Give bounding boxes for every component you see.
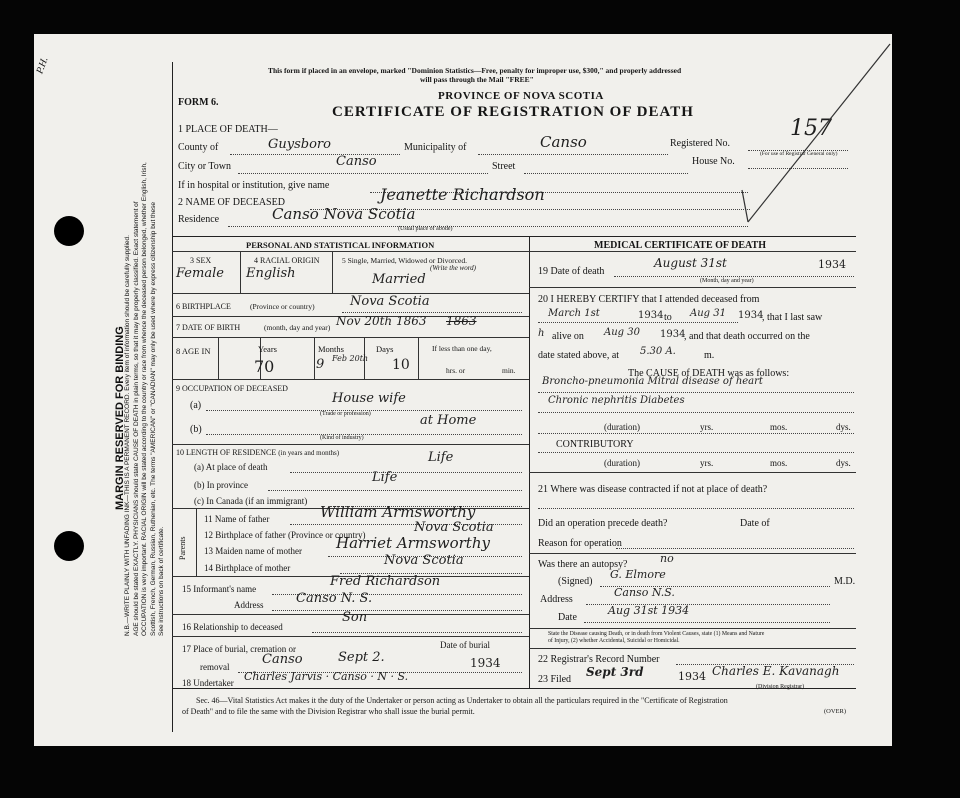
hospital-label: If in hospital or institution, give name <box>178 180 330 191</box>
residence-label: Residence <box>178 214 220 225</box>
cause-label: The CAUSE of DEATH was as follows: <box>628 368 790 379</box>
reason-label: Reason for operation <box>538 538 622 549</box>
burial-date-value: Sept 2. <box>338 650 385 665</box>
occupation-b-label: (b) <box>190 424 202 435</box>
racial-label: 4 RACIAL ORIGIN <box>254 256 320 265</box>
punch-hole-top <box>54 216 84 246</box>
industry-note: (Kind of industry) <box>320 435 364 441</box>
operation-label: Did an operation precede death? <box>538 518 668 529</box>
marital-label: 5 Single, Married, Widowed or Divorced. <box>342 256 467 265</box>
duration-line-1 <box>538 433 854 434</box>
mos-label-2: mos. <box>770 458 788 468</box>
days-label: Days <box>376 344 394 354</box>
residence-line <box>228 226 748 227</box>
attended-from-year: 1934 <box>638 310 664 321</box>
last-saw-text: , that I last saw <box>762 312 823 323</box>
margin-binding-label: MARGIN RESERVED FOR BINDING <box>114 326 126 510</box>
dob-label: 7 DATE OF BIRTH <box>176 323 241 332</box>
relationship-value: Son <box>342 610 368 625</box>
cause-line-1 <box>538 392 854 393</box>
mos-label-1: mos. <box>770 422 788 432</box>
registrar-checkmark <box>740 40 900 230</box>
signed-label: (Signed) <box>558 576 593 587</box>
res-a-value: Life <box>428 450 454 465</box>
age-months-value: 9 <box>316 357 325 372</box>
death-date-label: 19 Date of death <box>538 266 605 277</box>
death-date-note: (Month, day and year) <box>700 278 754 284</box>
burial-place-value: Canso <box>262 652 303 667</box>
res-a-line <box>290 472 522 473</box>
q21-line <box>538 508 854 509</box>
father-value: William Armsworthy <box>320 503 476 521</box>
stated-text: date stated above, at <box>538 350 620 361</box>
column-divider <box>529 236 530 688</box>
footer-line-2: of Death" and to file the same with the Division Registrar who shall issue the burial permit. <box>182 707 475 716</box>
informant-address-label: Address <box>234 600 264 610</box>
informant-value: Fred Richardson <box>330 574 441 589</box>
birthplace-value: Nova Scotia <box>350 294 430 309</box>
contributory-label: CONTRIBUTORY <box>556 439 634 450</box>
registrar-signature: Charles E. Kavanagh <box>712 664 840 678</box>
md-label: M.D. <box>834 576 856 587</box>
burial-label-2: removal <box>200 662 230 672</box>
race-divider <box>332 251 333 293</box>
physician-date-line <box>584 622 830 623</box>
punch-hole-bottom <box>54 531 84 561</box>
age-divider-2 <box>314 337 315 379</box>
mother-label: 13 Maiden name of mother <box>204 546 302 556</box>
name-value: Jeanette Richardson <box>380 185 545 204</box>
medical-heading: MEDICAL CERTIFICATE OF DEATH <box>594 240 766 251</box>
mail-notice-line1: This form if placed in an envelope, marked "Dominion Statistics—Free, penalty for improper use, $300," and properly addressed <box>268 66 682 75</box>
registered-label: Registered No. <box>670 138 730 149</box>
filed-year-value: 1934 <box>678 670 706 683</box>
autopsy-label: Was there an autopsy? <box>538 559 628 570</box>
father-bp-label: 12 Birthplace of father (Province or country) <box>204 530 366 540</box>
cause-line-2 <box>538 412 854 413</box>
dys-label-2: dys. <box>836 458 851 468</box>
attended-from-line <box>538 322 738 323</box>
industry-line <box>206 434 522 435</box>
age-label: 8 AGE IN <box>176 346 211 356</box>
city-label: City or Town <box>178 161 232 172</box>
death-date-value: August 31st <box>654 256 727 270</box>
relationship-line <box>312 632 522 633</box>
sex-value: Female <box>176 266 224 281</box>
less-than-day-label: If less than one day, <box>432 344 492 353</box>
birthplace-label: 6 BIRTHPLACE <box>176 302 231 311</box>
alive-year-value: 1934 <box>660 329 686 340</box>
frame-bottom-rule <box>172 688 856 689</box>
sex-divider <box>240 251 241 293</box>
medical-heading-rule <box>529 251 856 252</box>
row-rule-5 <box>172 444 529 445</box>
personal-heading-rule <box>172 251 529 252</box>
occupation-a-label: (a) <box>190 400 202 411</box>
yrs-label-2: yrs. <box>700 458 714 468</box>
dob-value: Nov 20th 1863 <box>336 314 427 328</box>
certificate-title: CERTIFICATE OF REGISTRATION OF DEATH <box>332 104 694 120</box>
corner-note: P.H. <box>34 55 51 76</box>
age-divider-0 <box>218 337 219 379</box>
physician-date-label: Date <box>558 612 577 623</box>
marital-note: (Write the word) <box>430 264 477 272</box>
row-rule-9 <box>172 636 529 637</box>
age-days-value: 10 <box>392 357 410 373</box>
duration-label-1: (duration) <box>604 422 640 432</box>
street-line <box>524 173 688 174</box>
death-time-value: 5.30 A. <box>640 346 676 357</box>
death-date-line <box>614 276 854 277</box>
residence-note: (Usual place of abode) <box>398 226 453 232</box>
physician-date-value: Aug 31st 1934 <box>608 604 690 617</box>
mother-bp-label: 14 Birthplace of mother <box>204 563 291 573</box>
margin-instructions: N.B.—WRITE PLAINLY WITH UNFADING INK—THIS IS A PERMANENT RECORD. Every item of information should be carefully supplied. AGE should be stated EXACTLY. PHYSICIANS should state CAUSE OF DEATH in plain terms, so that it may be properly classified. Exact statement of OCCUPATION is very important. RACIAL ORIGIN will be stated according to the country or race from whence the deceased person belonged, whether English, Irish, Scottish, French, German, Russian, Ruthenian, etc. The terms "AMERICAN" or "CANADIAN" may only be used where by express citizenship but these See instructions on back of certificate. <box>124 162 166 636</box>
state-note-2: of Injury, (2) whether Accidental, Suicidal or Homicidal. <box>548 638 680 644</box>
footer-line-1: Sec. 46—Vital Statistics Act makes it the duty of the Undertaker or person acting as Undertaker to obtain all the particulars required in the "Certificate of Registration <box>196 696 728 705</box>
municipality-line <box>478 154 668 155</box>
trade-note: (Trade or profession) <box>320 411 371 417</box>
reason-line <box>616 548 854 549</box>
row-rule-4 <box>172 379 529 380</box>
physician-address-value: Canso N.S. <box>614 586 675 599</box>
dob-note: (month, day and year) <box>264 323 331 332</box>
state-note-1: State the Disease causing Death, or in death from Violent Causes, state (1) Means and Nature <box>548 631 765 637</box>
physician-address-label: Address <box>540 594 573 605</box>
res-b-label: (b) In province <box>194 480 248 490</box>
m-label: m. <box>704 350 715 361</box>
cause-2-value: Chronic nephritis Diabetes <box>548 395 685 406</box>
undertaker-label: 18 Undertaker <box>182 678 234 688</box>
dys-label-1: dys. <box>836 422 851 432</box>
medical-rule-3 <box>529 553 856 554</box>
occupation-heading: 9 OCCUPATION OF DECEASED <box>176 384 288 393</box>
age-divider-4 <box>418 337 419 379</box>
row-rule-3 <box>172 337 529 338</box>
father-label: 11 Name of father <box>204 514 270 524</box>
sex-label: 3 SEX <box>190 256 212 265</box>
alive-prefix: h <box>538 328 545 339</box>
cause-1-value: Broncho-pneumonia Mitral disease of heart <box>542 376 763 387</box>
contributory-line <box>538 452 854 453</box>
registered-value: 157 <box>790 116 832 141</box>
hrs-label: hrs. or <box>446 366 466 375</box>
footer-over: (OVER) <box>824 708 847 715</box>
county-label: County of <box>178 142 219 153</box>
parents-side-label: Parents <box>178 536 187 560</box>
birthplace-line <box>342 312 522 313</box>
autopsy-value: no <box>660 552 674 565</box>
attended-to-year: 1934 <box>738 310 764 321</box>
filed-label: 23 Filed <box>538 674 572 685</box>
res-b-value: Life <box>372 470 398 485</box>
occurred-text: , and that death occurred on the <box>684 331 810 342</box>
medical-rule-2 <box>529 472 856 473</box>
years-label: Years <box>258 344 277 354</box>
informant-label: 15 Informant's name <box>182 584 257 594</box>
registered-note: (For use of Registrar General only) <box>760 151 838 157</box>
alive-date-value: Aug 30 <box>604 327 640 338</box>
filed-date-value: Sept 3rd <box>586 665 644 679</box>
age-months-note: Feb 20th <box>332 354 369 363</box>
dob-struck-year: 1863 <box>446 314 477 328</box>
res-b-line <box>268 490 522 491</box>
frame-top-rule <box>172 236 856 237</box>
informant-address-value: Canso N. S. <box>296 591 373 606</box>
municipality-value: Canso <box>540 133 587 151</box>
form-left-border <box>172 62 173 732</box>
burial-date-label: Date of burial <box>440 640 490 650</box>
months-label: Months <box>318 344 344 354</box>
to-label: to <box>664 312 672 323</box>
municipality-label: Municipality of <box>404 142 467 153</box>
street-label: Street <box>492 161 516 172</box>
attended-to-value: Aug 31 <box>690 308 726 319</box>
industry-value: at Home <box>420 413 477 428</box>
house-label: House No. <box>692 156 735 167</box>
personal-heading: PERSONAL AND STATISTICAL INFORMATION <box>246 240 435 250</box>
medical-rule-5 <box>529 648 856 649</box>
city-value: Canso <box>336 154 377 169</box>
medical-rule-1 <box>529 287 856 288</box>
birthplace-note: (Province or country) <box>250 302 315 311</box>
operation-date-label: Date of <box>740 518 770 529</box>
yrs-label-1: yrs. <box>700 422 714 432</box>
residence-length-heading: 10 LENGTH OF RESIDENCE (in years and months) <box>176 448 340 457</box>
undertaker-value: Charles Jarvis · Canso · N · S. <box>244 670 409 683</box>
physician-signature: G. Elmore <box>610 568 666 581</box>
mother-value: Harriet Armsworthy <box>336 534 490 552</box>
mail-notice-line2: will pass through the Mail "FREE" <box>420 75 534 84</box>
attended-from-value: March 1st <box>548 308 600 319</box>
min-label: min. <box>502 366 516 375</box>
province-heading: PROVINCE OF NOVA SCOTIA <box>438 90 604 102</box>
mother-bp-value: Nova Scotia <box>384 553 464 568</box>
death-year-value: 1934 <box>818 258 846 271</box>
registrar-note: (Division Registrar) <box>756 684 805 690</box>
q21-label: 21 Where was disease contracted if not at place of death? <box>538 484 768 495</box>
residence-value: Canso Nova Scotia <box>272 205 416 223</box>
relationship-label: 16 Relationship to deceased <box>182 622 283 632</box>
place-heading: 1 PLACE OF DEATH— <box>178 124 278 135</box>
age-years-value: 70 <box>254 357 275 376</box>
informant-address-line <box>272 610 522 611</box>
racial-value: English <box>246 266 296 281</box>
parents-divider <box>196 508 197 576</box>
burial-year-value: 1934 <box>470 656 501 670</box>
res-a-label: (a) At place of death <box>194 462 268 472</box>
duration-label-2: (duration) <box>604 458 640 468</box>
certify-text: 20 I HEREBY CERTIFY that I attended deceased from <box>538 294 760 305</box>
record-number-label: 22 Registrar's Record Number <box>538 654 660 665</box>
burial-label-1: 17 Place of burial, cremation or <box>182 644 296 654</box>
res-c-label: (c) In Canada (if an immigrant) <box>194 496 308 506</box>
city-line <box>238 173 488 174</box>
trade-value: House wife <box>332 391 406 406</box>
county-value: Guysboro <box>268 137 331 152</box>
alive-on-text: alive on <box>552 331 584 342</box>
form-number: FORM 6. <box>178 97 219 108</box>
father-bp-value: Nova Scotia <box>414 520 494 535</box>
marital-value: Married <box>372 272 426 287</box>
name-label: 2 NAME OF DECEASED <box>178 197 285 208</box>
medical-rule-4 <box>529 628 856 629</box>
